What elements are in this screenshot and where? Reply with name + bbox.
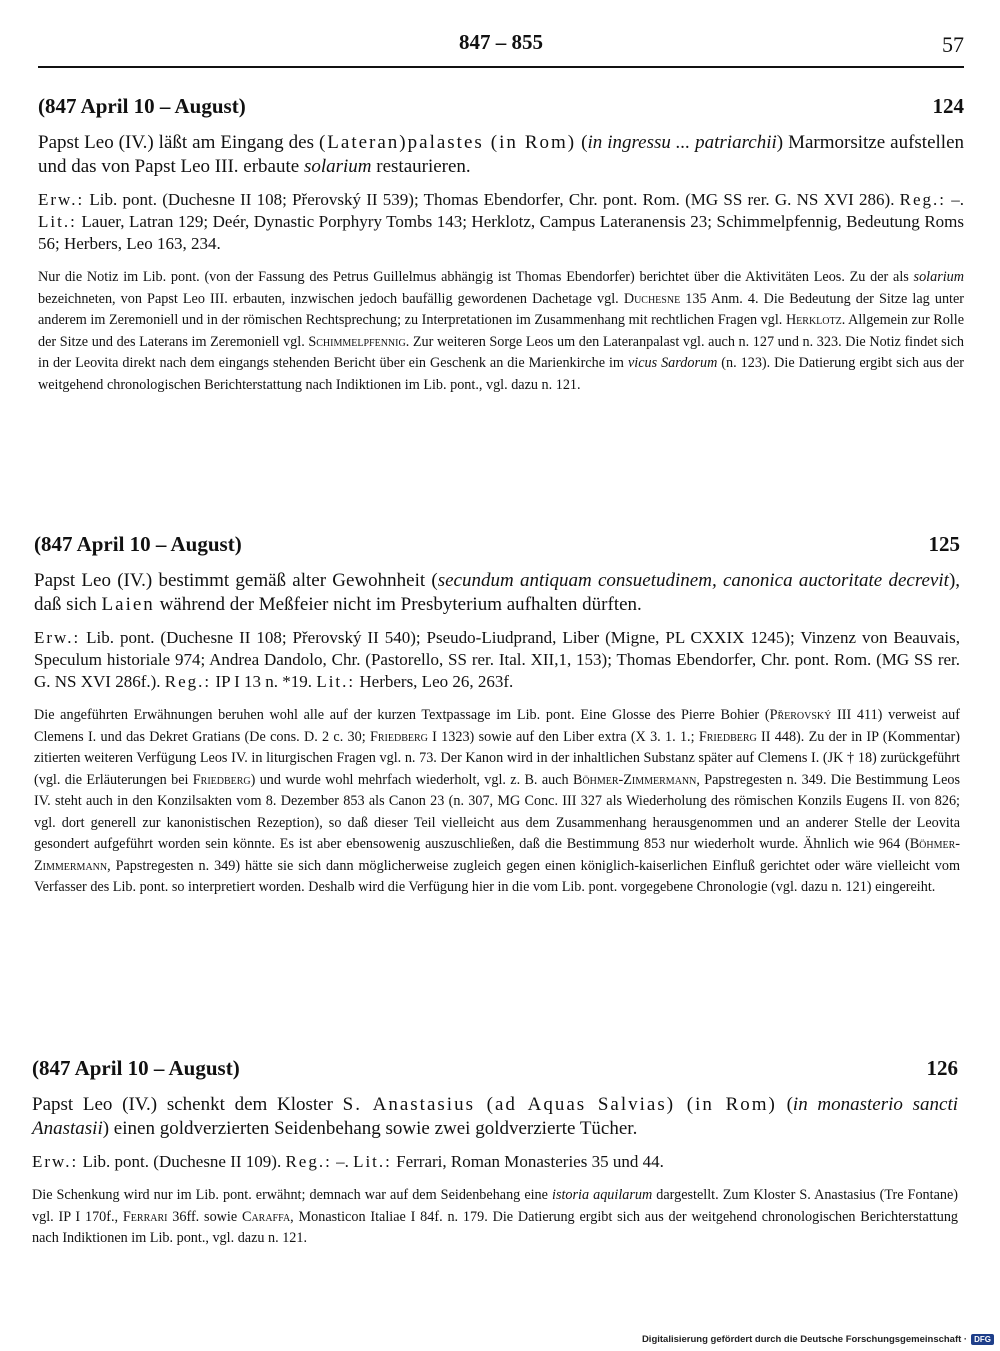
- page-number: 57: [942, 32, 964, 57]
- regest-entry-124: [38, 94, 964, 396]
- dfg-footer: [642, 1334, 994, 1345]
- entry-commentary: Die angeführten Erwähnungen beruhen wohl alle auf der kurzen Textpassage im Lib. pont. Eine Glosse des Pierre Bohier (Přerovský III 411) verweist auf Clemens I. und das Dekret Gratians (De cons. D. 2 c. 30; Friedberg I 1323) sowie auf den Liber extra (X 3. 1. 1.; Friedberg II 448). Zu der in IP (Kommentar) zitierten weiteren Verfügung Leos IV. in liturgischen Fragen vgl. n. 73. Der Kanon wird in der inhaltlichen Substanz später auf Clemens I. (JK † 18) zurückgeführt (vgl. die Erläuterungen bei Friedberg) und wurde wohl mehrfach wiederholt, vgl. z. B. auch Böhmer-Zimmermann, Papstregesten n. 349. Die Bestimmung Leos IV. steht auch in den Konzilsakten vom 8. Dezember 853 als Canon 23 (n. 307, MG Conc. III 327 als Wiederholung des römischen Konzils Eugens II. von 826; vgl. dort generell zur kanonistischen Rezeption), so daß dieser Teil vielleicht aus dem Zusammenhang herausgenommen und an anderer Stelle der Leovita gesondert aufgeführt worden sein könnte. Es ist aber ebensowenig auszuschließen, daß die Bestimmung 853 nur wiederholt wurde. Ähnlich wie 964 (Böhmer-Zimmermann, Papstregesten n. 349) hätte sie sich dann möglicherweise zugleich gegen einen königlich-kaiserlichen Einfluß gerichtet oder wäre vielleicht vom Verfasser des Lib. pont. so interpretiert worden. Deshalb wird die Verfügung hier in die vom Lib. pont. vorgegebene Chronologie (vgl. dazu n. 121) eingereiht.: [34, 707, 961, 895]
- entry-number: 124: [932, 94, 964, 118]
- entry-summary: Papst Leo (IV.) bestimmt gemäß alter Gewohnheit (secundum antiquam consuetudinem, canonica auctoritate decrevit), daß sich Laien während der Meßfeier nicht im Presbyterium aufhalten dürften.: [34, 570, 961, 615]
- entry-number: 125: [928, 532, 960, 556]
- footer-text: Digitalisierung gefördert durch die Deutsche Forschungsgemeinschaft ·: [641, 1334, 968, 1345]
- entry-date: (847 April 10 – August): [38, 94, 246, 118]
- entry-references: Erw.: Lib. pont. (Duchesne II 108; Přerovský II 539); Thomas Ebendorfer, Chr. pont. Rom. (MG SS rer. G. NS XVI 286). Reg.: –. Lit.: Lauer, Latran 129; Deér, Dynastic Porphyry Tombs 143; Herklotz, Campus Lateranensis 23; Schimmelpfennig, Bedeutung Roms 56; Herbers, Leo 163, 234.: [38, 190, 965, 253]
- entry-references: Erw.: Lib. pont. (Duchesne II 108; Přerovský II 540); Pseudo-Liudprand, Liber (Migne, PL CXXIX 1245); Vinzenz von Beauvais, Speculum historiale 974; Andrea Dandolo, Chr. (Pastorello, SS rer. Ital. XII,1, 153); Thomas Ebendorfer, Chr. pont. Rom. (MG SS rer. G. NS XVI 286f.). Reg.: IP I 13 n. *19. Lit.: Herbers, Leo 26, 263f.: [34, 628, 960, 691]
- entry-date: (847 April 10 – August): [34, 532, 242, 556]
- entry-summary: Papst Leo (IV.) läßt am Eingang des (Lateran)palastes (in Rom) (in ingressu ... patriarchii) Marmorsitze aufstellen und das von Papst Leo III. erbaute solarium restaurieren.: [38, 132, 964, 177]
- entry-commentary: Die Schenkung wird nur im Lib. pont. erwähnt; demnach war auf dem Seidenbehang eine istoria aquilarum dargestellt. Zum Kloster S. Anastasius (Tre Fontane) vgl. IP I 170f., Ferrari 36ff. sowie Caraffa, Monasticon Italiae I 84f. n. 179. Die Datierung ergibt sich aus der weitgehend chronologischen Berichterstattung nach Indiktionen im Lib. pont., vgl. dazu n. 121.: [32, 1187, 959, 1246]
- regest-entry-125: [34, 532, 960, 899]
- regest-entry-126: [32, 1056, 958, 1250]
- entry-header: [34, 532, 960, 557]
- entry-header: [38, 94, 964, 119]
- entry-commentary: Nur die Notiz im Lib. pont. (von der Fassung des Petrus Guillelmus abhängig ist Thomas Ebendorfer) berichtet über die Aktivitäten Leos. Zu der als solarium bezeichneten, von Papst Leo III. erbauten, inzwischen jedoch baufällig gewordenen Dachetage vgl. Duchesne 135 Anm. 4. Die Bedeutung der Sitze lag unter anderem im Zeremoniell und in der römischen Rechtsprechung; zu Interpretationen im Zusammenhang mit rechtlichen Fragen vgl. Herklotz. Allgemein zur Rolle der Sitze und des Laterans im Zeremoniell vgl. Schimmelpfennig. Zur weiteren Sorge Leos um den Lateranpalast vgl. auch n. 127 und n. 323. Die Notiz findet sich in der Leovita direkt nach dem eingangs stehenden Bericht über ein Geschenk an die Marienkirche im vicus Sardorum (n. 123). Die Datierung ergibt sich aus der weitgehend chronologischen Berichterstattung nach Indiktionen im Lib. pont., vgl. dazu n. 121.: [38, 269, 965, 393]
- running-head-range: 847 – 855: [459, 30, 543, 54]
- entry-number: 126: [926, 1056, 958, 1080]
- entry-references: Erw.: Lib. pont. (Duchesne II 109). Reg.: –. Lit.: Ferrari, Roman Monasteries 35 und 44.: [32, 1152, 664, 1171]
- entry-header: [32, 1056, 958, 1081]
- dfg-logo: DFG: [971, 1334, 994, 1345]
- header-rule: [38, 66, 964, 68]
- running-head: [38, 30, 964, 70]
- entry-summary: Papst Leo (IV.) schenkt dem Kloster S. Anastasius (ad Aquas Salvias) (in Rom) (in monasterio sancti Anastasii) einen goldverzierten Seidenbehang sowie zwei goldverzierte Tücher.: [32, 1094, 959, 1139]
- entry-date: (847 April 10 – August): [32, 1056, 240, 1080]
